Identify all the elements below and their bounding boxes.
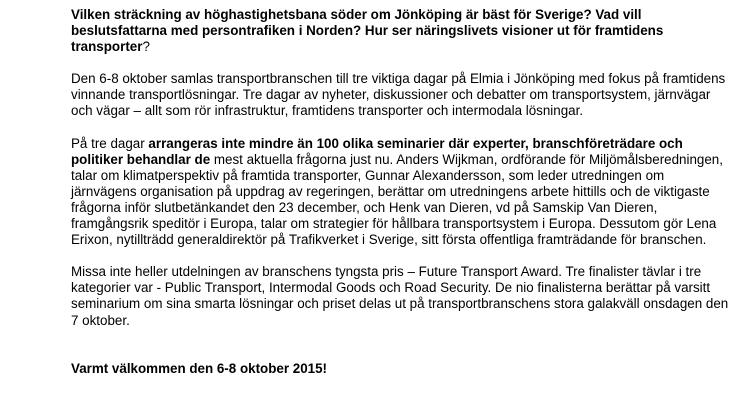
seminars-lead: På tre dagar — [71, 135, 149, 151]
award-paragraph: Missa inte heller utdelningen av branschens tyngsta pris – Future Transport Award. Tre finalister tävlar i tre kategorier var - Public Transport, Intermodal Goods och Road Security. De nio finalisterna berättar på varsitt seminarium om sina smarta lösningar och priset delas ut på transportbranschens stora galakväll onsdagen den 7 oktober. — [71, 264, 729, 328]
seminars-paragraph — [71, 136, 731, 249]
seminars-highlight: arrangeras inte mindre än 100 olika seminarier där experter, branschföreträdare och politiker behandlar de — [71, 135, 683, 167]
intro-questions: Vilken sträckning av höghastighetsbana söder om Jönköping är bäst för Sverige? Vad vill beslutsfattarna med persontrafiken i Norden? Hur ser näringslivets visioner ut för framtidens transporter — [71, 7, 664, 55]
intro-paragraph — [71, 7, 731, 55]
closing-line: Varmt välkommen den 6-8 oktober 2015! — [71, 360, 328, 376]
seminars-details: mest aktuella frågorna just nu. Anders Wijkman, ordförande för Miljömålsberedningen, talar om klimatperspektiv på framtida transporter, Gunnar Alexandersson, som leder utredningen om järnvägens organisation på uppdrag av regeringen, berättar om utredningens arbete hittills och de viktigaste frågorna inför slutbetänkandet den 23 december, och Henk van Dieren, vd på Samskip Van Dieren, framgångsrik speditör i Europa, talar om strategier för hållbara transportsystem i Europa. Dessutom gör Lena Erixon, nytillträdd generaldirektör på Trafikverket i Sverige, sitt första offentliga framträdande för branschen. — [71, 151, 723, 248]
event-paragraph: Den 6-8 oktober samlas transportbranschen till tre viktiga dagar på Elmia i Jönköping med fokus på framtidens vinnande transportlösningar. Tre dagar av nyheter, diskussioner och debatter om transportsystem, järnvägar och vägar – allt som rör infrastruktur, framtidens transporter och intermodala lösningar. — [71, 71, 726, 119]
intro-end-mark: ? — [142, 39, 150, 55]
document-body — [71, 7, 731, 377]
